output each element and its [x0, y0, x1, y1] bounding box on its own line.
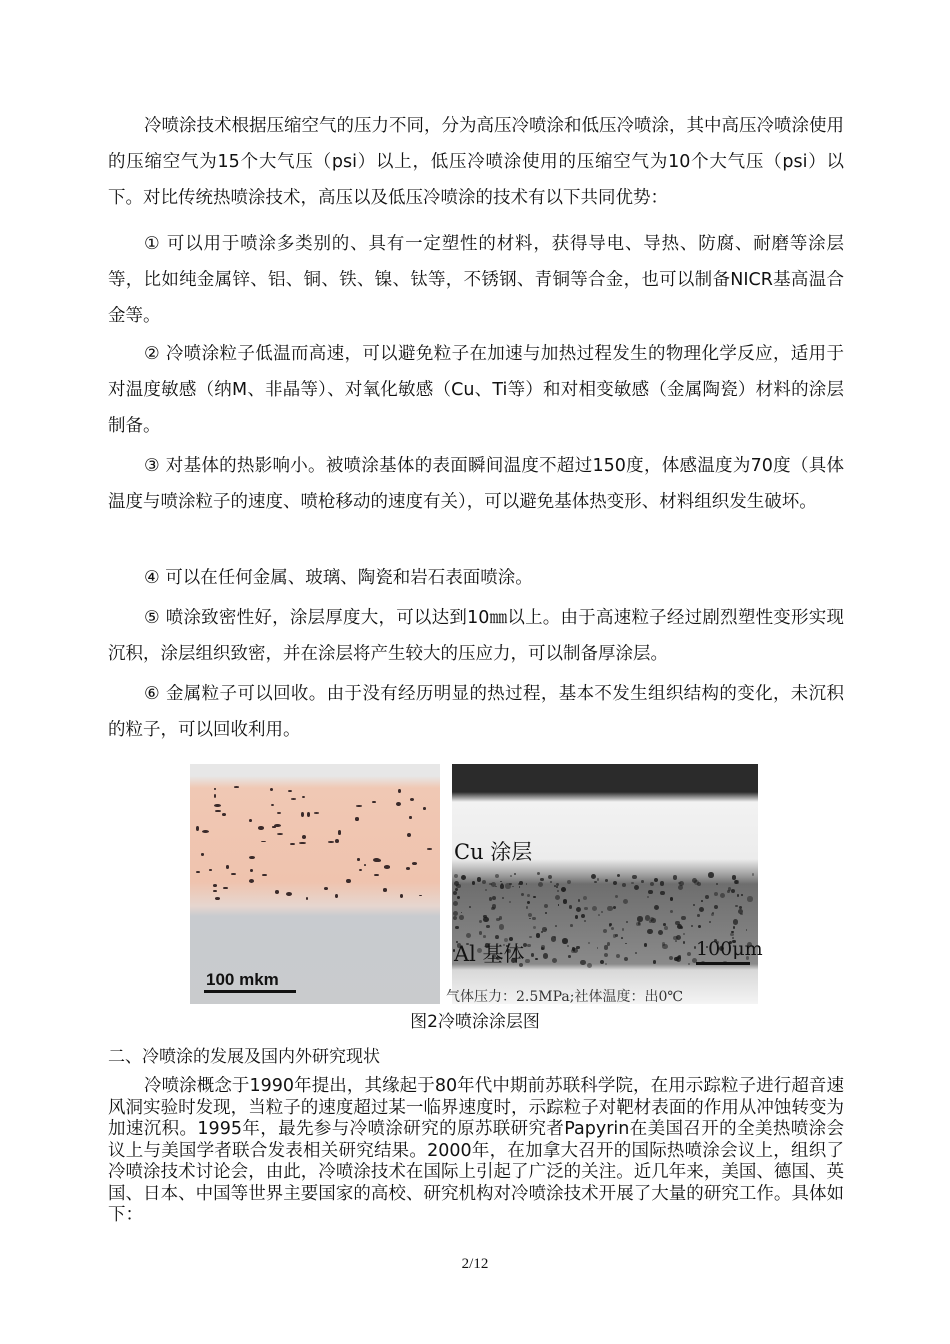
grain-speckle — [597, 947, 599, 949]
grain-speckle — [605, 963, 607, 965]
pore-speckle — [215, 810, 221, 813]
grain-speckle — [453, 901, 458, 906]
pore-speckle — [249, 879, 254, 883]
grain-speckle — [697, 914, 700, 917]
pore-speckle — [306, 897, 308, 900]
grain-speckle — [687, 952, 691, 956]
grain-speckle — [641, 880, 644, 883]
grain-speckle — [654, 878, 658, 882]
grain-speckle — [648, 890, 652, 894]
pore-speckle — [275, 890, 279, 894]
grain-speckle — [572, 947, 575, 950]
grain-speckle — [621, 937, 623, 939]
grain-speckle — [651, 918, 656, 923]
pore-speckle — [261, 841, 265, 843]
pore-speckle — [328, 841, 333, 843]
grain-speckle — [529, 918, 531, 920]
grain-speckle — [499, 924, 504, 929]
grain-speckle — [631, 882, 633, 884]
grain-speckle — [660, 881, 665, 886]
grain-speckle — [540, 878, 543, 881]
grain-speckle — [527, 944, 530, 947]
pore-speckle — [324, 887, 328, 890]
grain-speckle — [597, 878, 599, 880]
grain-speckle — [482, 880, 486, 884]
grain-speckle — [732, 875, 736, 879]
grain-speckle — [502, 897, 504, 899]
pore-speckle — [398, 789, 401, 793]
pore-speckle — [202, 830, 209, 833]
page-number: 2/12 — [461, 1256, 489, 1272]
grain-speckle — [533, 926, 536, 929]
advantage-2: ② 冷喷涂粒子低温而高速，可以避免粒子在加速与加热过程发生的物理化学反应，适用于对温度敏感（纳M、非晶等）、对氧化敏感（Cu、Ti等）和对相变敏感（金属陶瓷）材料的涂层制备。 — [108, 344, 844, 436]
grain-speckle — [716, 883, 718, 885]
grain-speckle — [561, 887, 566, 892]
grain-speckle — [514, 873, 517, 876]
grain-speckle — [536, 933, 541, 938]
pore-speckle — [249, 819, 251, 822]
pore-speckle — [409, 816, 412, 820]
pore-speckle — [231, 873, 236, 875]
grain-speckle — [598, 914, 600, 916]
grain-speckle — [647, 896, 649, 898]
pore-speckle — [383, 888, 387, 892]
grain-speckle — [617, 874, 620, 877]
grain-speckle — [535, 958, 537, 960]
grain-speckle — [500, 884, 504, 888]
pore-speckle — [335, 894, 338, 898]
grain-speckle — [623, 899, 628, 904]
grain-speckle — [616, 954, 621, 959]
grain-speckle — [545, 912, 547, 914]
figure-caption: 图2冷喷涂涂层图 — [410, 1012, 540, 1032]
pore-speckle — [286, 892, 292, 896]
grain-speckle — [512, 886, 514, 888]
grain-speckle — [521, 893, 524, 896]
grain-speckle — [609, 923, 612, 926]
left-scale-label: 100 mkm — [206, 970, 279, 989]
grain-speckle — [469, 906, 471, 908]
pore-speckle — [277, 833, 283, 835]
grain-speckle — [622, 928, 624, 930]
grain-speckle — [664, 926, 668, 930]
pore-speckle — [213, 890, 217, 893]
grain-speckle — [647, 929, 652, 934]
grain-speckle — [461, 875, 466, 880]
pore-speckle — [400, 894, 403, 898]
pore-speckle — [234, 786, 240, 788]
pore-speckle — [277, 812, 282, 814]
grain-speckle — [670, 910, 673, 913]
grain-speckle — [678, 882, 680, 884]
grain-speckle — [622, 883, 626, 887]
pore-speckle — [372, 801, 375, 803]
grain-speckle — [698, 925, 701, 928]
pore-speckle — [406, 867, 411, 870]
grain-speckle — [693, 904, 695, 906]
grain-speckle — [591, 874, 596, 879]
pore-speckle — [271, 804, 274, 807]
grain-speckle — [537, 872, 540, 875]
grain-speckle — [472, 881, 475, 884]
grain-speckle — [576, 907, 581, 912]
grain-speckle — [567, 945, 569, 947]
grain-speckle — [613, 906, 616, 909]
grain-speckle — [708, 872, 713, 877]
pore-speckle — [356, 805, 361, 807]
grain-speckle — [720, 893, 725, 898]
grain-speckle — [730, 933, 733, 936]
grain-speckle — [635, 952, 637, 954]
grain-speckle — [701, 900, 703, 902]
pore-speckle — [410, 798, 414, 801]
grain-speckle — [712, 912, 714, 914]
grain-speckle — [583, 896, 587, 900]
pore-speckle — [209, 869, 213, 871]
grain-speckle — [532, 917, 536, 921]
grain-speckle — [584, 920, 586, 922]
grain-speckle — [526, 883, 528, 885]
grain-speckle — [510, 875, 512, 877]
pore-speckle — [214, 788, 217, 790]
grain-speckle — [542, 927, 547, 932]
grain-speckle — [673, 875, 678, 880]
grain-speckle — [477, 877, 481, 881]
grain-speckle — [654, 905, 659, 910]
grain-speckle — [555, 895, 560, 900]
grain-speckle — [550, 881, 552, 883]
pore-speckle — [384, 865, 391, 868]
pore-speckle — [346, 879, 351, 883]
grain-speckle — [741, 894, 743, 896]
grain-speckle — [699, 907, 704, 912]
grain-speckle — [548, 875, 552, 879]
left-scale-bar — [204, 990, 296, 993]
grain-speckle — [578, 899, 580, 901]
grain-speckle — [518, 883, 520, 885]
pore-speckle — [249, 856, 255, 859]
micrograph-right — [452, 764, 763, 1004]
grain-speckle — [681, 916, 685, 920]
grain-speckle — [615, 934, 617, 936]
pore-speckle — [419, 895, 422, 897]
grain-speckle — [615, 895, 618, 898]
grain-speckle — [607, 906, 612, 911]
grain-speckle — [613, 881, 617, 885]
grain-speckle — [567, 880, 571, 884]
grain-speckle — [495, 874, 499, 878]
grain-speckle — [592, 906, 597, 911]
grain-speckle — [740, 913, 743, 916]
right-scale-bar — [696, 962, 750, 965]
grain-speckle — [461, 912, 463, 914]
grain-speckle — [733, 919, 738, 924]
grain-speckle — [625, 943, 627, 945]
grain-speckle — [552, 958, 557, 963]
pore-speckle — [214, 804, 220, 807]
pore-speckle — [290, 843, 294, 845]
grain-speckle — [541, 947, 545, 951]
grain-speckle — [455, 888, 458, 891]
grain-speckle — [551, 936, 556, 941]
advantage-5: ⑤ 喷涂致密性好，涂层厚度大，可以达到10㎜以上。由于高速粒子经过剧烈塑性变形实现沉积，涂层组织致密，并在涂层将产生较大的压应力，可以制备厚涂层。 — [108, 608, 844, 664]
grain-speckle — [455, 926, 458, 929]
right-scale-label: 100μm — [696, 938, 763, 960]
grain-speckle — [634, 885, 639, 890]
grain-speckle — [457, 896, 460, 899]
grain-speckle — [568, 955, 571, 958]
pore-speckle — [364, 864, 366, 866]
pore-speckle — [262, 874, 267, 877]
grain-speckle — [603, 929, 607, 933]
advantage-1: ① 可以用于喷涂多类别的、具有一定塑性的材料，获得导电、导热、防腐、耐磨等涂层等，比如纯金属锌、铝、铜、铁、镍、钛等，不锈钢、青铜等合金，也可以制备NICR基高温合金等。 — [108, 234, 844, 326]
advantage-3: ③ 对基体的热影响小。被喷涂基体的表面瞬间温度不超过150度，体感温度为70度（具体温度与喷涂粒子的速度、喷枪移动的速度有关），可以避免基体热变形、材料组织发生破坏。 — [108, 456, 844, 512]
grain-speckle — [632, 875, 637, 880]
grain-speckle — [735, 905, 737, 907]
grain-speckle — [533, 896, 536, 899]
grain-speckle — [555, 925, 557, 927]
grain-speckle — [525, 959, 530, 964]
grain-speckle — [714, 892, 718, 896]
pore-speckle — [288, 790, 292, 792]
grain-speckle — [509, 883, 512, 886]
grain-speckle — [544, 904, 548, 908]
pore-speckle — [213, 884, 217, 887]
grain-speckle — [485, 889, 487, 891]
grain-speckle — [709, 921, 711, 923]
grain-speckle — [575, 915, 578, 918]
grain-speckle — [747, 896, 752, 901]
grain-speckle — [669, 956, 673, 960]
grain-speckle — [637, 916, 642, 921]
pore-speckle — [258, 826, 264, 829]
pore-speckle — [214, 794, 216, 798]
pore-speckle — [274, 824, 281, 827]
pore-speckle — [423, 807, 426, 810]
grain-speckle — [453, 916, 457, 920]
figure-subcaption: 气体压力：2.5MPa;社体温度：出0℃ — [446, 989, 684, 1004]
grain-speckle — [626, 921, 628, 923]
grain-speckle — [680, 926, 684, 930]
grain-speckle — [491, 882, 496, 887]
grain-speckle — [557, 890, 559, 892]
pore-speckle — [407, 833, 411, 837]
coating-label: Cu 涂层 — [454, 840, 533, 864]
pore-speckle — [222, 813, 226, 816]
grain-speckle — [486, 925, 489, 928]
grain-speckle — [580, 960, 585, 965]
grain-speckle — [531, 953, 535, 957]
pore-speckle — [299, 842, 306, 844]
grain-speckle — [479, 920, 482, 923]
grain-speckle — [746, 929, 748, 931]
pore-speckle — [302, 796, 305, 798]
pore-speckle — [196, 826, 199, 830]
grain-speckle — [587, 963, 592, 968]
grain-speckle — [670, 897, 673, 900]
history-paragraph: 冷喷涂概念于1990年提出，其缘起于80年代中期前苏联科学院，在用示踪粒子进行超音速风洞实验时发现，当粒子的速度超过某一临界速度时，示踪粒子对靶材表面的作用从冲蚀转变为加速沉积。1995年，最先参与冷喷涂研究的原苏联研究者Papyrin在美国召开的全美热喷涂会议上与美国学者联合发表相关研究结果。2000年，在加拿大召开的国际热喷涂会议上，组织了冷喷涂技术讨论会，由此，冷喷涂技术在国际上引起了广泛的关注。近几年来，美国、德国、英国、日本、中国等世界主要国家的高校、研究机构对冷喷涂技术开展了大量的研究工作。具体如下： — [108, 1076, 844, 1225]
grain-speckle — [563, 899, 567, 903]
advantage-4: ④ 可以在任何金属、玻璃、陶瓷和岩石表面喷涂。 — [144, 568, 533, 588]
grain-speckle — [645, 915, 650, 920]
grain-speckle — [688, 963, 690, 965]
pore-speckle — [335, 839, 339, 843]
grain-speckle — [570, 924, 573, 927]
pore-speckle — [355, 817, 359, 820]
grain-speckle — [731, 889, 735, 893]
grain-speckle — [604, 953, 608, 957]
grain-speckle — [581, 914, 585, 918]
grain-speckle — [678, 885, 683, 890]
grain-speckle — [543, 953, 548, 958]
pore-speckle — [301, 812, 304, 816]
grain-speckle — [611, 927, 614, 930]
grain-speckle — [519, 886, 521, 888]
pore-speckle — [307, 812, 310, 816]
pore-speckle — [374, 874, 379, 877]
pore-speckle — [357, 858, 359, 861]
pore-speckle — [338, 830, 342, 834]
pore-speckle — [302, 835, 306, 839]
grain-speckle — [604, 945, 609, 950]
grain-speckle — [588, 942, 590, 944]
grain-speckle — [660, 891, 665, 896]
pore-speckle — [359, 869, 362, 872]
pore-speckle — [314, 812, 319, 814]
grain-speckle — [453, 911, 458, 916]
pore-speckle — [226, 865, 229, 868]
pore-speckle — [291, 798, 296, 800]
grain-speckle — [594, 881, 597, 884]
intro-paragraph: 冷喷涂技术根据压缩空气的压力不同，分为高压冷喷涂和低压冷喷涂，其中高压冷喷涂使用的压缩空气为15个大气压（psi）以上，低压冷喷涂使用的压缩空气为10个大气压（psi）以下。对比传统热喷涂技术，高压以及低压冷喷涂的技术有以下共同优势： — [108, 116, 844, 208]
grain-speckle — [705, 895, 709, 899]
substrate-label: Al 基体 — [454, 942, 525, 966]
grain-speckle — [556, 886, 558, 888]
grain-speckle — [737, 894, 739, 896]
pore-speckle — [215, 897, 220, 900]
grain-speckle — [653, 960, 656, 963]
grain-speckle — [624, 957, 628, 961]
grain-speckle — [491, 907, 495, 911]
grain-speckle — [479, 931, 483, 935]
grain-speckle — [676, 956, 681, 961]
pore-speckle — [196, 871, 200, 874]
grain-speckle — [675, 940, 677, 942]
grain-speckle — [526, 906, 528, 908]
pore-speckle — [250, 869, 253, 872]
grain-speckle — [605, 879, 608, 882]
grain-speckle — [509, 901, 511, 903]
section-title: 二、冷喷涂的发展及国内外研究现状 — [108, 1047, 380, 1067]
grain-speckle — [489, 897, 492, 900]
micrograph-left — [190, 764, 440, 1004]
pore-speckle — [427, 848, 431, 850]
grain-speckle — [527, 901, 530, 904]
advantage-6: ⑥ 金属粒子可以回收。由于没有经历明显的热过程，基本不发生组织结构的变化，未沉积的粒子，可以回收利用。 — [108, 684, 844, 740]
grain-speckle — [683, 933, 685, 935]
grain-speckle — [658, 930, 663, 935]
grain-speckle — [691, 925, 693, 927]
grain-speckle — [644, 943, 647, 946]
grain-speckle — [492, 896, 496, 900]
grain-speckle — [453, 891, 457, 895]
grain-speckle — [662, 944, 667, 949]
grain-speckle — [562, 938, 567, 943]
pore-speckle — [373, 858, 380, 862]
grain-speckle — [584, 907, 587, 910]
pore-speckle — [396, 802, 401, 806]
grain-speckle — [733, 926, 735, 928]
pore-speckle — [412, 862, 417, 865]
grain-speckle — [600, 960, 604, 964]
grain-speckle — [683, 941, 685, 943]
grain-speckle — [527, 894, 530, 897]
grain-speckle — [538, 882, 543, 887]
pore-speckle — [270, 788, 273, 791]
grain-speckle — [569, 905, 572, 908]
grain-speckle — [558, 904, 560, 906]
pore-speckle — [201, 853, 204, 855]
grain-speckle — [727, 890, 730, 893]
grain-speckle — [501, 883, 503, 885]
grain-speckle — [650, 882, 654, 886]
grain-speckle — [459, 915, 464, 920]
grain-speckle — [496, 918, 500, 922]
grain-speckle — [454, 874, 458, 878]
grain-speckle — [714, 905, 718, 909]
pore-speckle — [223, 887, 228, 890]
grain-speckle — [529, 936, 531, 938]
grain-speckle — [601, 911, 603, 913]
grain-speckle — [752, 873, 755, 876]
